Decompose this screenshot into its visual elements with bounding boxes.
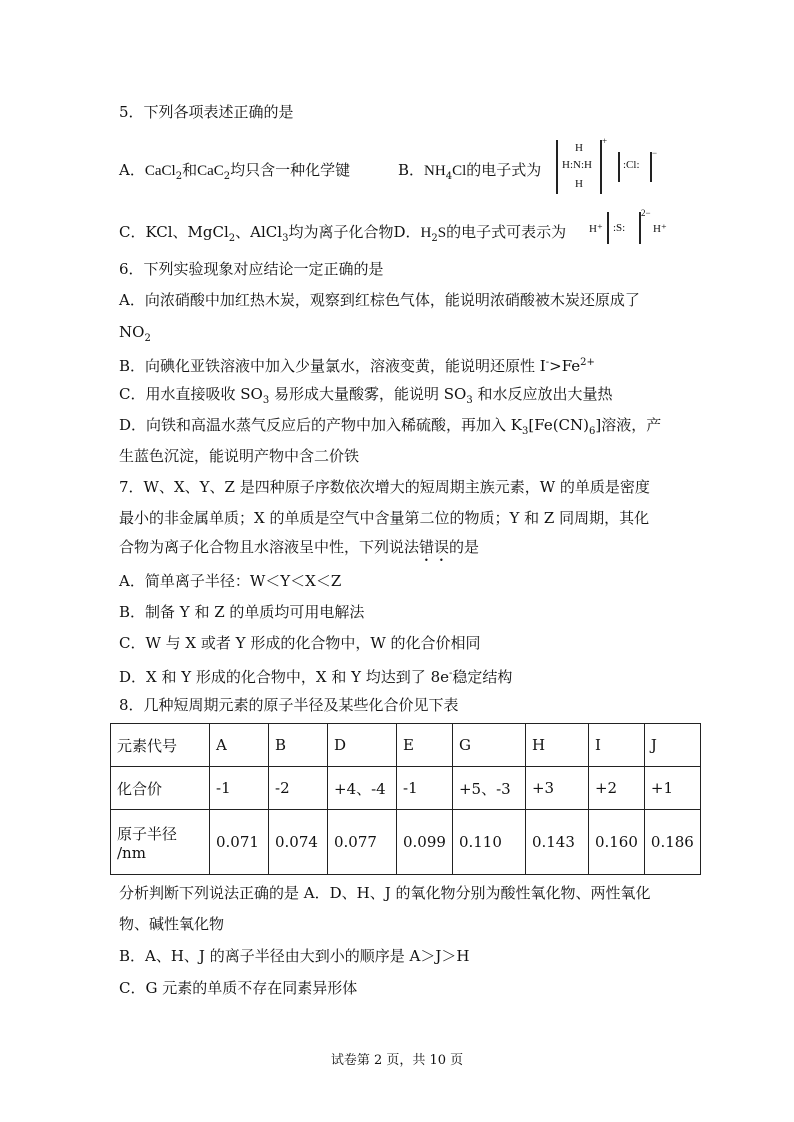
q8-option-c: C．G 元素的单质不存在同素异形体 [119,979,358,997]
q5-b-formula-cl: Cl [452,163,467,179]
q7-emphasis: 错误 [419,538,450,556]
q5-b-label: B． [398,161,425,179]
q5-stem: 5．下列各项表述正确的是 [119,103,294,121]
table-cell: 0.099 [397,810,453,875]
q5-c-text1: C．KCl、MgCl [119,223,229,241]
table-cell: +5、-3 [452,767,525,810]
nh4-middle: H:N:H [562,159,592,171]
table-row [111,767,701,810]
q5-b-sub: 4 [445,171,453,182]
q6-b-sup2: 2+ [580,357,595,368]
q5-a-formula-cacl2: CaCl [144,163,176,179]
q5-b-formula: NH [424,163,446,179]
table-cell: 0.077 [328,810,397,875]
table-cell: -2 [269,767,328,810]
q5-d-text: 的电子式可表示为 [446,223,567,241]
table-cell: 0.143 [525,810,588,875]
element-table [110,723,701,875]
q6-d-sub2: 6 [589,426,596,437]
q7-stem-line3 [119,537,479,565]
table-row [111,810,701,875]
q6-d-text3: ]溶液，产 [595,416,662,434]
q6-option-c [119,384,612,411]
s-charge: 2− [641,208,651,218]
q6-d-text1: D．向铁和高温水蒸气反应后的产物中加入稀硫酸，再加入 K [119,416,523,434]
q6-d-sub1: 3 [522,426,529,437]
q7-stem-line1: 7．W、X、Y、Z 是四种原子序数依次增大的短周期主族元素，W 的单质是密度 [119,478,650,496]
table-cell: H [525,724,588,767]
table-cell: +1 [644,767,700,810]
q6-a-sub: 2 [144,333,151,344]
q6-c-text1: C．用水直接吸收 SO [119,385,263,403]
q7-option-a: A．简单离子半径：W＜Y＜X＜Z [119,572,342,590]
q7-d-text: D．X 和 Y 形成的化合物中，X 和 Y 均达到了 8e [119,668,449,686]
q7-stem-line2: 最小的非金属单质；X 的单质是空气中含量第二位的物质；Y 和 Z 同周期，其化 [119,509,650,527]
q5-d-label: D． [393,223,421,241]
q5-option-a [119,160,350,187]
q6-stem: 6．下列实验现象对应结论一定正确的是 [119,260,384,278]
table-cell: J [644,724,700,767]
q5-c-sub1: 2 [228,233,236,244]
element-table-body [111,724,701,875]
q6-option-d-line1 [119,415,661,442]
table-cell: 0.074 [269,810,328,875]
q6-option-a-line1: A．向浓硝酸中加红热木炭，观察到红棕色气体，能说明浓硝酸被木炭还原成了 [119,291,640,309]
table-cell: +3 [525,767,588,810]
q6-option-a-line2 [119,322,151,349]
q5-a-and: 和 [182,161,198,179]
q6-b-text: B．向碘化亚铁溶液中加入少量氯水，溶液变黄，能说明还原性 I [119,357,546,375]
table-row-header: 化合价 [111,767,210,810]
table-cell: 0.110 [452,810,525,875]
table-cell: E [397,724,453,767]
q5-d-formula: H [420,225,432,241]
q8-stem: 8．几种短周期元素的原子半径及某些化合价见下表 [119,696,459,714]
table-cell: +2 [588,767,644,810]
s-label: :S: [613,222,626,234]
table-cell: 0.160 [588,810,644,875]
q7-d-sup: - [449,668,453,679]
h2s-right-h: H⁺ [653,223,667,235]
q7-line3-text: 合物为离子化合物且水溶液呈中性，下列说法 [119,538,420,556]
nh4-bottom-h: H [575,178,583,190]
q5-d-sub: 2 [431,233,438,244]
table-row-header: 元素代号 [111,724,210,767]
q6-option-d-line2: 生蓝色沉淀，能说明产物中含二价铁 [119,447,360,465]
q7-option-b: B．制备 Y 和 Z 的单质均可用电解法 [119,603,365,621]
q5-option-c [119,222,566,249]
q8-conclusion-line1: 分析判断下列说法正确的是 A．D、H、J 的氧化物分别为酸性氧化物、两性氧化 [119,884,651,902]
q5-c-sub2: 3 [282,233,289,244]
table-cell: 0.071 [210,810,269,875]
table-row-header: 原子半径 /nm [111,810,210,875]
table-cell: 0.186 [644,810,700,875]
h2s-left-h: H⁺ [589,223,603,235]
nh4-charge: + [602,136,608,146]
cl-charge: − [652,148,658,158]
q5-c-text2: 、AlCl [235,223,283,241]
q6-d-text2: [Fe(CN) [528,416,590,434]
table-cell: I [588,724,644,767]
q6-option-b [119,353,595,376]
q6-c-text3: 和水反应放出大量热 [472,385,613,403]
h2s-electron-formula [589,210,674,250]
q7-option-d [119,664,512,687]
nh4cl-electron-formula [556,138,661,198]
cl-label: :Cl: [623,159,640,171]
table-row [111,724,701,767]
table-cell: B [269,724,328,767]
page-footer: 试卷第 2 页，共 10 页 [330,1053,464,1068]
q6-c-sub2: 3 [466,395,473,406]
table-cell: D [328,724,397,767]
q8-conclusion-line2: 物、碱性氧化物 [119,915,225,933]
q5-a-formula-cac2: CaC [197,163,224,179]
q6-b-gt: >Fe [549,357,581,375]
q5-d-formula-s: S [437,225,447,241]
table-cell: G [452,724,525,767]
q5-a-label: A． [119,161,145,179]
q6-c-text2: 易形成大量酸雾，能说明 SO [269,385,467,403]
nh4-top-h: H [575,142,583,154]
table-cell: A [210,724,269,767]
q6-b-sup1: - [545,357,550,368]
table-cell: -1 [210,767,269,810]
q5-a-sub1: 2 [175,171,183,182]
q5-c-text3: 均为离子化合物 [288,223,394,241]
q6-c-sub1: 3 [262,395,270,406]
q7-d-end: 稳定结构 [452,668,513,686]
q5-b-text: 的电子式为 [466,161,542,179]
q5-a-sub2: 2 [223,171,231,182]
q7-line3-end: 的是 [449,538,480,556]
q6-a-formula: NO [119,323,145,341]
q5-option-b [398,160,541,187]
table-cell: -1 [397,767,453,810]
q8-option-b: B．A、H、J 的离子半径由大到小的顺序是 A＞J＞H [119,947,470,965]
q5-a-text: 均只含一种化学键 [230,161,351,179]
table-cell: +4、-4 [328,767,397,810]
q7-option-c: C．W 与 X 或者 Y 形成的化合物中，W 的化合价相同 [119,634,481,652]
